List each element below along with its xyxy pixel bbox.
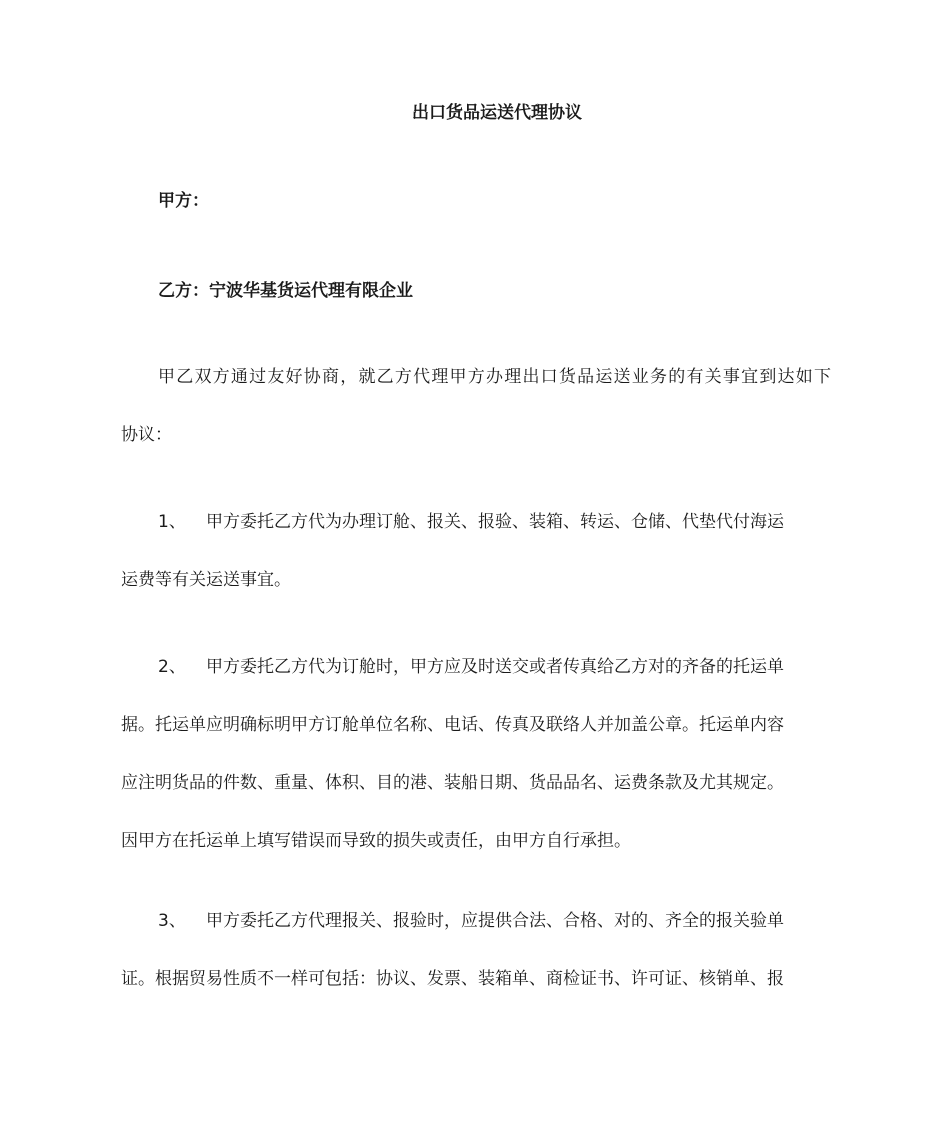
intro-line-2: 协议： [121,425,172,445]
clause-1-line-1: 甲方委托乙方代为办理订舱、报关、报验、装箱、转运、仓储、代垫代付海运 [206,512,784,532]
clause-2 [121,638,831,870]
clause-1-first-line [121,493,831,551]
intro-paragraph [121,348,831,464]
clause-2-line-4: 因甲方在托运单上填写错误而导致的损失或责任，由甲方自行承担。 [121,831,631,851]
clause-2-number: 2、 [158,657,186,677]
clause-1-line-2: 运费等有关运送事宜。 [121,570,291,590]
intro-line-1: 甲乙双方通过友好协商，就乙方代理甲方办理出口货品运送业务的有关事宜到达如下 [158,367,831,387]
clause-3-line-2: 证。根据贸易性质不一样可包括：协议、发票、装箱单、商检证书、许可证、核销单、报 [121,969,784,989]
clause-2-line-3: 应注明货品的件数、重量、体积、目的港、装船日期、货品品名、运费条款及尤其规定。 [121,773,784,793]
clause-3 [121,892,831,1008]
clause-2-line-2: 据。托运单应明确标明甲方订舱单位名称、电话、传真及联络人并加盖公章。托运单内容 [121,715,784,735]
document-title: 出口货品运送代理协议 [412,103,582,123]
clause-2-first-line [121,638,831,696]
clause-3-first-line [121,892,831,950]
party-b-label: 乙方：宁波华基货运代理有限企业 [158,281,413,301]
clause-1-number: 1、 [158,512,186,532]
party-a-label: 甲方： [158,191,209,211]
clause-2-line-1: 甲方委托乙方代为订舱时，甲方应及时送交或者传真给乙方对的齐备的托运单 [206,657,784,677]
clause-3-line-1: 甲方委托乙方代理报关、报验时，应提供合法、合格、对的、齐全的报关验单 [206,911,784,931]
clause-3-number: 3、 [158,911,186,931]
clause-1 [121,493,831,609]
